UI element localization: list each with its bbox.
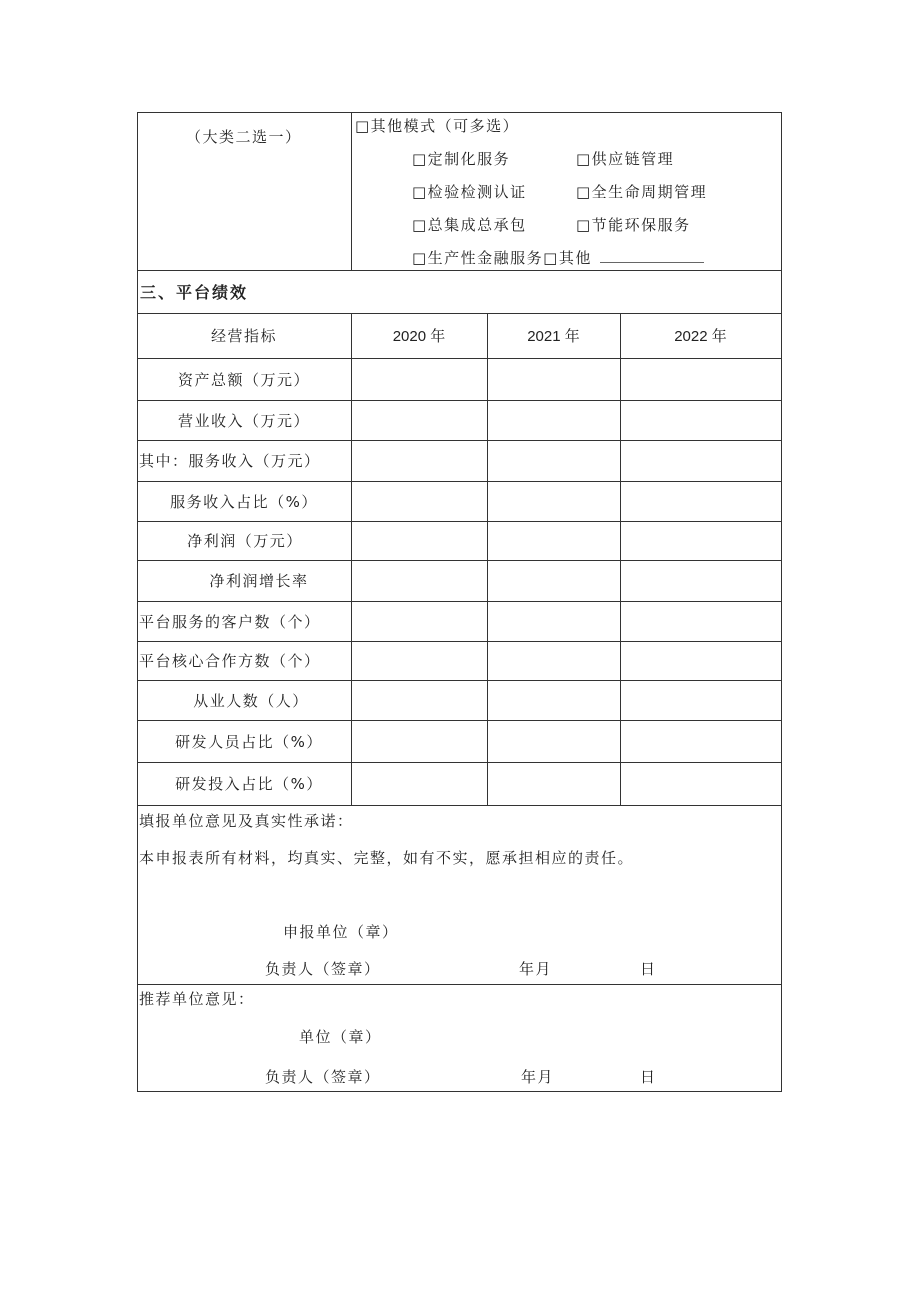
year-label: 2020 年 <box>392 328 446 345</box>
table-row-label <box>137 680 365 720</box>
table-row-label <box>139 641 351 680</box>
year-label: 2022 年 <box>674 328 727 345</box>
table-row-label <box>137 481 351 521</box>
table-row-label <box>139 601 351 641</box>
date-day: 日 <box>640 960 657 978</box>
other-fill-line[interactable] <box>600 250 704 263</box>
recommend-date-year-month: 年月 <box>521 1068 555 1086</box>
metric-header <box>137 313 351 358</box>
recommend-date-day: 日 <box>640 1068 657 1086</box>
year-label: 2021 年 <box>527 328 580 345</box>
table-row-label <box>137 720 361 762</box>
other-mode-header[interactable]: □其他模式（可多选） <box>355 117 520 135</box>
recommend-title: 推荐单位意见： <box>139 990 255 1008</box>
section-title-row <box>140 270 248 313</box>
row-label: 研发人员占比（%） <box>175 732 323 751</box>
option-inspection-certification[interactable]: □检验检测认证 <box>412 183 527 201</box>
option-general-contracting[interactable]: □总集成总承包 <box>412 216 527 234</box>
option-finance-other-label: □生产性金融服务□其他 <box>412 249 592 267</box>
year-header-2020 <box>351 313 487 358</box>
recommend-seal-label: 单位（章） <box>299 1028 382 1046</box>
responsible-person-label: 负责人（签章） <box>265 960 381 978</box>
table-row-label <box>137 400 351 440</box>
row-label: 平台核心合作方数（个） <box>139 652 321 670</box>
row-label: 从业人数（人） <box>193 691 309 710</box>
row-label: 净利润增长率 <box>209 572 309 590</box>
option-energy-saving[interactable]: □节能环保服务 <box>576 216 691 234</box>
category-note: （大类二选一） <box>186 128 302 146</box>
table-row-label <box>137 560 351 601</box>
divider <box>137 805 782 806</box>
metric-header-label: 经营指标 <box>210 327 277 345</box>
option-customized-service[interactable]: □定制化服务 <box>412 150 511 168</box>
date-year-month: 年月 <box>519 960 553 978</box>
table-row-label <box>137 762 361 805</box>
option-lifecycle-management[interactable]: □全生命周期管理 <box>576 183 708 201</box>
divider <box>137 984 782 985</box>
row-label: 平台服务的客户数（个） <box>139 612 321 631</box>
recommend-person-label: 负责人（签章） <box>265 1068 381 1086</box>
row-label: 其中：服务收入（万元） <box>139 452 321 470</box>
table-row-label <box>137 521 377 560</box>
divider <box>351 112 352 270</box>
table-row-label <box>139 440 351 481</box>
row-label: 营业收入（万元） <box>177 411 310 430</box>
year-header-2022 <box>620 313 781 358</box>
option-supply-chain[interactable]: □供应链管理 <box>576 150 675 168</box>
row-label: 研发投入占比（%） <box>175 775 323 793</box>
commitment-statement: 本申报表所有材料，均真实、完整，如有不实，愿承担相应的责任。 <box>139 849 635 867</box>
row-label: 资产总额（万元） <box>177 370 310 389</box>
year-header-2021 <box>487 313 620 358</box>
applicant-seal-label: 申报单位（章） <box>283 923 399 941</box>
option-finance-other[interactable] <box>412 247 704 268</box>
table-row-label <box>137 358 351 400</box>
section-title: 三、平台绩效 <box>140 283 249 302</box>
commitment-title: 填报单位意见及真实性承诺： <box>139 812 354 830</box>
grid-col <box>487 313 488 805</box>
grid-col <box>620 313 621 805</box>
row-label: 服务收入占比（%） <box>170 492 318 511</box>
row-label: 净利润（万元） <box>187 532 303 550</box>
